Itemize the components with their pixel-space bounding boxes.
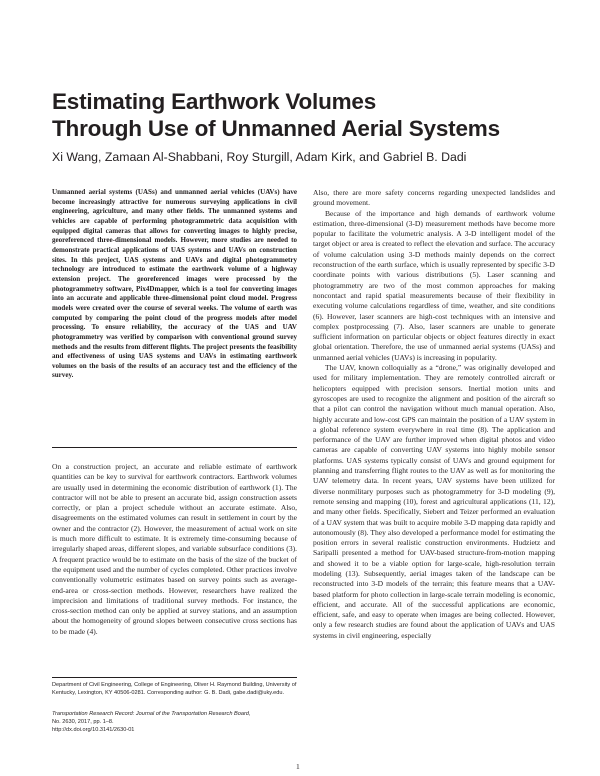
journal-citation-footnote xyxy=(52,711,297,735)
abstract: Unmanned aerial systems (UASs) and unmanned aerial vehicles (UAVs) have become increasingly attractive for numerous surveying applications in civil engineering, agriculture, and many other fields. The unmanned systems and vehicles are capable of performing photogrammetric data acquisition with equipped digital cameras that allows for converting images to highly precise, georeferenced three-dimensional models. However, more studies are needed to demonstrate practical applications of UAS systems and UAVs on construction sites. In this project, UAS systems and UAVs and digital photogrammetry technology are introduced to estimate the earthwork volume of a highway extension project. The georeferenced images were processed by the photogrammetry software, Pix4Dmapper, which is a tool for converting images into an accurate and applicable three-dimensional point cloud model. Progress models were created over the course of several weeks. The volume of earth was computed by comparing the point cloud of the progress models after model processing. To ensure reliability, the accuracy of the UAS and UAV photogrammetry was verified by comparison with conventional ground survey methods and the results from different flights. The project presents the feasibility and effectiveness of using UAS systems and UAVs in estimating earthwork volumes on the basis of the results of an accuracy test and the efficiency of the survey. xyxy=(52,188,297,380)
right-paragraph-1: Also, there are more safety concerns regarding unexpected landslides and ground movement. xyxy=(313,188,555,208)
issue-pages: No. 2630, 2017, pp. 1–8. xyxy=(52,718,114,725)
right-paragraph-3: The UAV, known colloquially as a “drone,” was originally developed and used for military implementation. They are remotely controlled aircraft or helicopters equipped with precision sensors. Inertial motion units and gyroscopes are used to recognize the alignment and position of the aircraft so that a pilot can control the navigation without much manual operation. Also, highly accurate and low-cost GPS can maintain the position of a UAV system in a global reference system everywhere in real time (8). The application and performance of the UAV are further improved when digital photos and video cameras are capable of converting UAV systems into highly mobile sensor platforms. UAS systems typically consist of UAVs and ground equipment for planning and transferring flight routes to the UAV as well as for monitoring the UAV telemetry data. In recent years, UAV systems have been utilized for diverse nonmilitary purposes such as photogrammetry for 3-D modeling (9), remote sensing and mapping (10), forest and agricultural applications (11, 12), and many other fields. Specifically, Siebert and Teizer performed an evaluation of a UAV system that was built to acquire mobile 3-D mapping data rapidly and autonomously (8). They also developed a performance model for estimating the position errors in several realistic construction environments. Hudzietz and Saripalli presented a method for UAV-based structure-from-motion mapping and showed it to be a viable option for large-scale, high-resolution terrain modeling (13). Subsequently, aerial images taken of the landscape can be reconstructed into 3-D models of the terrain; this feature means that a UAV-based platform for photo collection in large-scale terrain modeling is economic, efficient, and accurate. All of the successful applications are economic, efficient, safe, and easy to operate when images are being collected. However, only a few research studies are found about the application of UAVs and UAS systems in civil engineering, especially xyxy=(313,363,555,640)
page-number: 1 xyxy=(296,762,300,771)
author-list: Xi Wang, Zamaan Al-Shabbani, Roy Sturgill, Adam Kirk, and Gabriel B. Dadi xyxy=(52,150,467,164)
right-paragraph-2: Because of the importance and high demands of earthwork volume estimation, three-dimensional (3-D) measurement methods have become more popular to facilitate the volumetric analysis. A 3-D intelligent model of the target object or area is created to reflect the elevation and surface. The accuracy of volume calculation using 3-D methods mainly depends on the correct reconstruction of the earth surface, which is usually represented by specific 3-D coordinate points with various distributions (5). Laser scanning and photogrammetry are two of the most common approaches for making noncontact and rapid spatial measurements because of their flexibility in executing volume calculations regardless of time, weather, and site conditions (6). However, laser scanners are high-cost techniques with an intensive and complex postprocessing (7). Also, laser scanners are unable to generate sufficient information on particular objects or object features directly in exact global orientation. Therefore, the use of unmanned aerial systems (UASs) and unmanned aerial vehicles (UAVs) is increasing in popularity. xyxy=(313,208,555,362)
body-text-right-column xyxy=(313,188,555,641)
title-line-1: Estimating Earthwork Volumes xyxy=(52,89,377,114)
journal-name: Transportation Research Record: Journal of the Transportation Research Board, xyxy=(52,711,251,717)
paper-title xyxy=(52,88,552,142)
author-affiliation-footnote: Department of Civil Engineering, College of Engineering, Oliver H. Raymond Building, University of Kentucky, Lexington, KY 40506-0281. Corresponding author: G. B. Dadi, gabe.dadi@uky.edu. xyxy=(52,682,297,696)
body-text-left-column: On a construction project, an accurate and reliable estimate of earthwork quantities can be key to survival for earthwork contractors. Earthwork volumes are usually used in determining the economic distribution of earthwork (1). The contractor will not be able to present an accurate bid, assign construction assets correctly, or plan a project schedule without an accurate estimate. Also, disagreements on the estimated volumes can result in settlement in court by the owner and the contractor (2). However, the measurement of actual work on site is much more difficult to estimate. It is extremely time-consuming because of irregularly shaped areas, different slopes, and variable subsurface conditions (3). A frequent practice would be to estimate on the basis of the size of the bucket of the equipment used and the number of cycles completed. Other practices involve conventionally volumetric estimates based on survey points such as average-end-area or cross-section methods. However, researchers have realized the imprecision and limitations of traditional survey methods. For instance, the cross-section method can only be applied at survey stations, and an assumption about the homogeneity of ground slopes between consecutive cross sections has to be made (4). xyxy=(52,462,297,636)
title-line-2: Through Use of Unmanned Aerial Systems xyxy=(52,116,500,141)
footnote-divider xyxy=(52,677,297,678)
abstract-divider xyxy=(52,447,297,448)
doi-link[interactable]: http://dx.doi.org/10.3141/2630-01 xyxy=(52,726,135,733)
